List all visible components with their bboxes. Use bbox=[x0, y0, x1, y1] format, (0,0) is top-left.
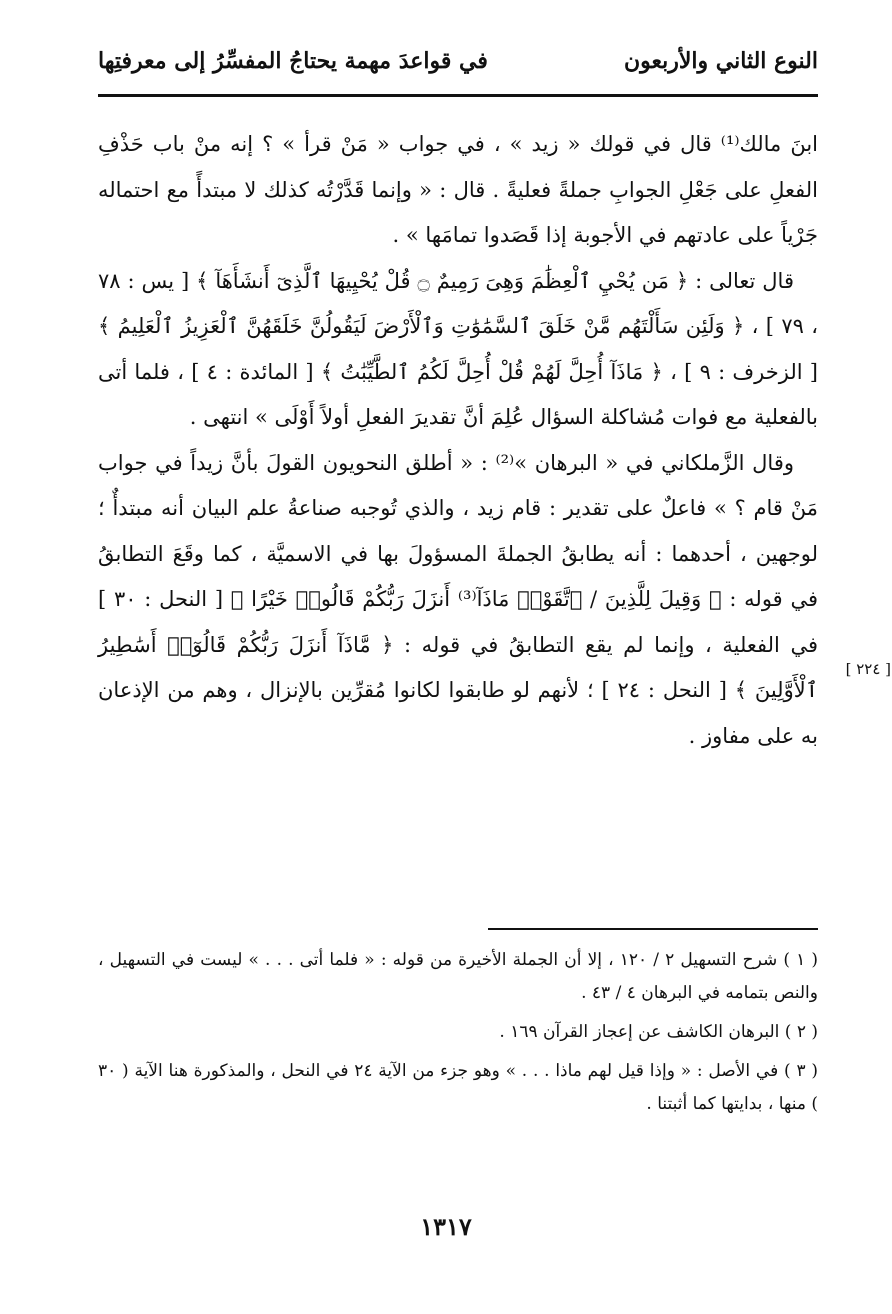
main-text bbox=[98, 122, 818, 759]
paragraph-1: ابنَ مالك⁽¹⁾ قال في قولك « زيد » ، في جواب « مَنْ قرأ » ؟ إنه منْ باب حَذْفِ الفعلِ على جَعْلِ الجوابِ جملةً فعليةً . قال : « وإنما قَدَّرْتُه كذلك لا مبتدأً مع احتماله جَرْياً على عادتهم في الأجوبة إذا قَصَدوا تمامَها » . bbox=[98, 132, 818, 247]
page-number: ١٣١٧ bbox=[420, 1212, 472, 1241]
footnote-1: ( ١ ) شرح التسهيل ٢ / ١٢٠ ، إلا أن الجملة الأخيرة من قوله : « فلما أتى . . . » ليست في التسهيل ، والنص بتمامه في البرهان ٤ / ٤٣ . bbox=[98, 950, 818, 1003]
footnote-2: ( ٢ ) البرهان الكاشف عن إعجاز القرآن ١٦٩ . bbox=[499, 1022, 818, 1042]
manuscript-folio-marker: [ ٢٢٤ ] bbox=[845, 660, 891, 678]
header-section-title: في قواعدَ مهمة يحتاجُ المفسِّرُ إلى معرفتِها bbox=[98, 48, 488, 74]
paragraph-2: قال تعالى : ﴿ مَن يُحْيِ ٱلْعِظَٰمَ وَهِىَ رَمِيمٌ ۝ قُلْ يُحْيِيهَا ٱلَّذِىٓ أَنشَأَهَآ ﴾ [ يس : ٧٨ ، ٧٩ ] ، ﴿ وَلَئِن سَأَلْتَهُم مَّنْ خَلَقَ ٱلسَّمَٰوَٰتِ وَٱلْأَرْضَ لَيَقُولُنَّ خَلَقَهُنَّ ٱلْعَزِيزُ ٱلْعَلِيمُ ﴾ [ الزخرف : ٩ ] ، ﴿ مَاذَآ أُحِلَّ لَهُمْ قُلْ أُحِلَّ لَكُمُ ٱلطَّيِّبَٰتُ ﴾ [ المائدة : ٤ ] ، فلما أتى بالفعلية مع فوات مُشاكلة السؤال عُلِمَ أنَّ تقديرَ الفعلِ أولاً أَوْلَى » انتهى . bbox=[98, 268, 819, 429]
header-divider bbox=[98, 94, 818, 97]
footnote-divider bbox=[488, 928, 818, 930]
header-chapter-title: النوع الثاني والأربعون bbox=[623, 48, 818, 74]
running-header bbox=[98, 48, 818, 74]
footnote-3: ( ٣ ) في الأصل : « وإذا قيل لهم ماذا . . . » وهو جزء من الآية ٢٤ في النحل ، والمذكورة هنا الآية ( ٣٠ ) منها ، بدايتها كما أثبتنا . bbox=[98, 1061, 818, 1114]
footnotes bbox=[98, 944, 818, 1127]
paragraph-3: وقال الزَّملكاني في « البرهان »⁽²⁾ : « أطلق النحويون القولَ بأنَّ زيداً في جواب مَنْ قام ؟ » فاعلٌ على تقدير : قام زيد ، والذي تُوجبه صناعةُ علم البيان أنه مبتدأٌ ؛ لوجهين ، أحدهما : أنه يطابقُ الجملةَ المسؤولَ بها في الاسميَّة ، كما وقَعَ التطابقُ في قوله : ﴿ وَقِيلَ لِلَّذِينَ / ٱتَّقَوْا۟ مَاذَآ⁽³⁾ أَنزَلَ رَبُّكُمْ قَالُوا۟ خَيْرًا ﴾ [ النحل : ٣٠ ] في الفعلية ، وإنما لم يقع التطابقُ في قوله : ﴿ مَّاذَآ أَنزَلَ رَبُّكُمْ قَالُوٓا۟ أَسَٰطِيرُ ٱلْأَوَّلِينَ ﴾ [ النحل : ٢٤ ] ؛ لأنهم لو طابقوا لكانوا مُقرِّين بالإنزال ، وهم من الإذعان به على مفاوز . bbox=[98, 450, 819, 748]
